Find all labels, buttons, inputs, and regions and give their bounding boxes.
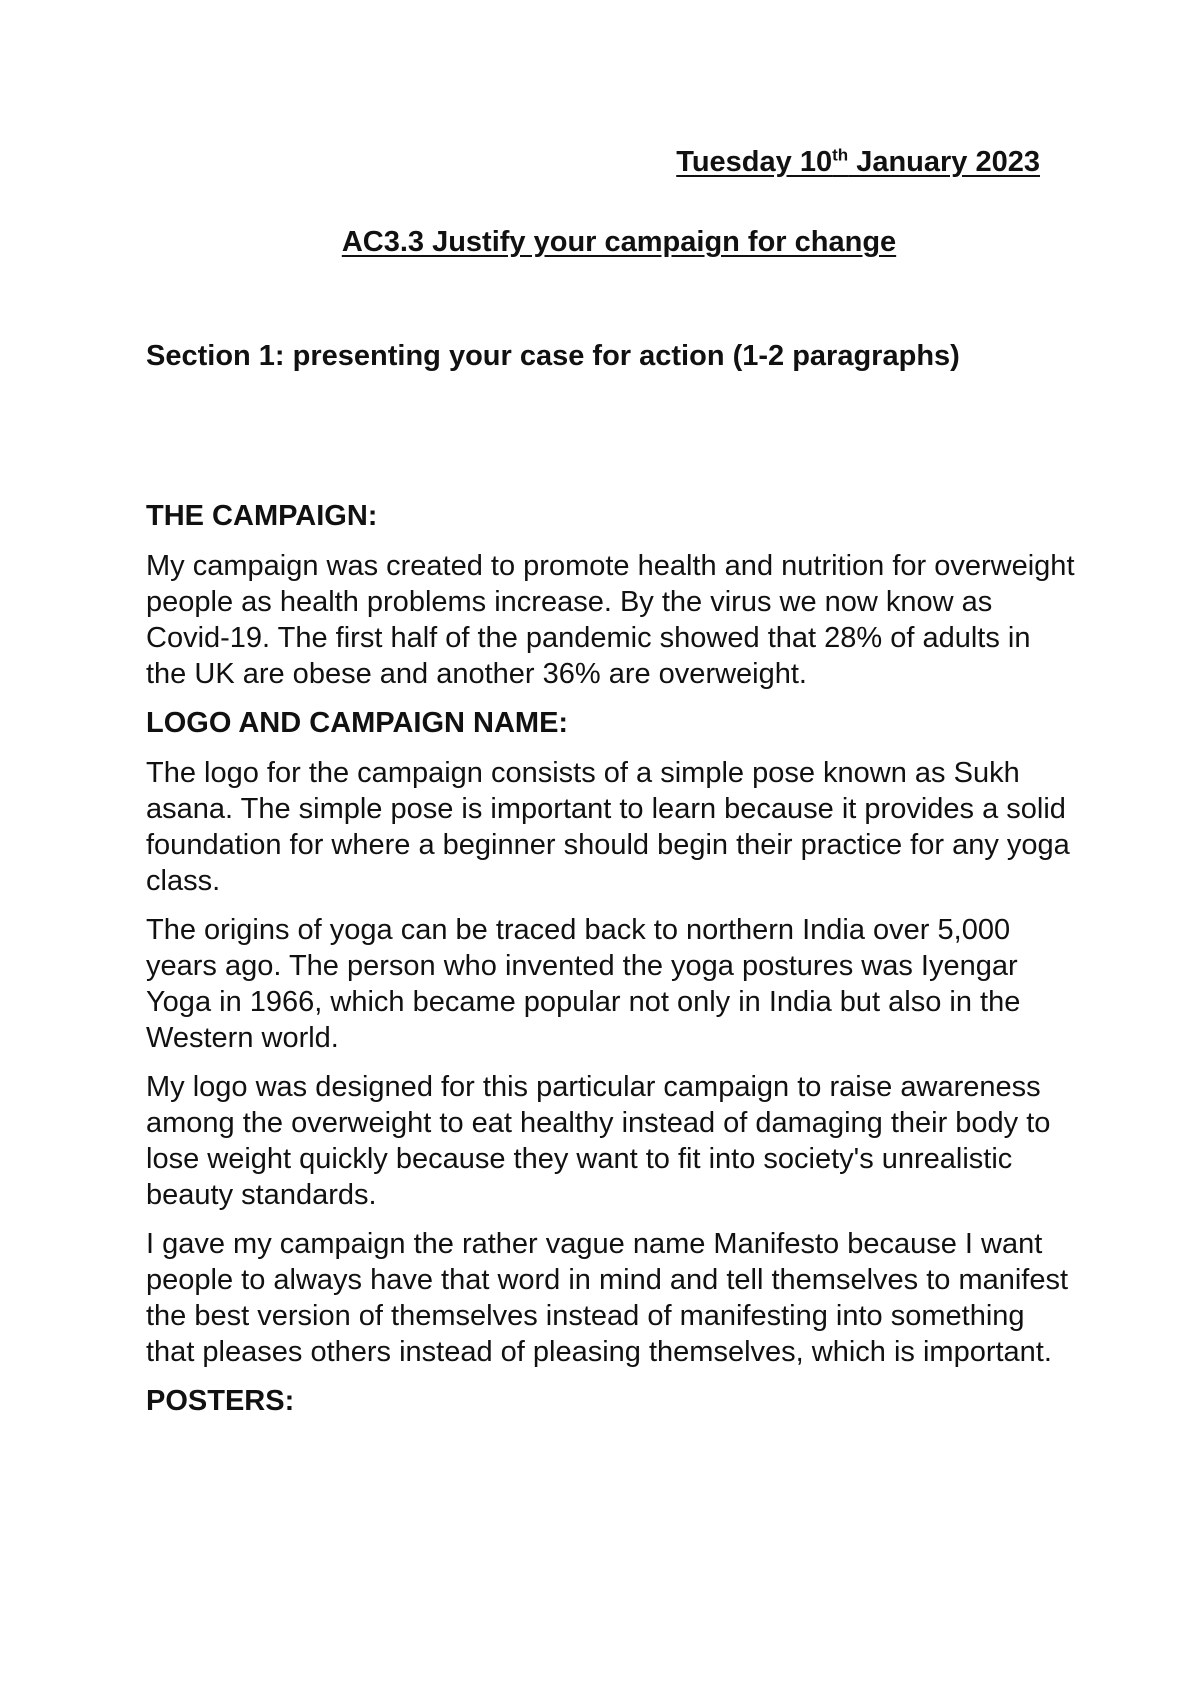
date-day: Tuesday 10 [676,146,833,178]
logo-and-name-heading: LOGO AND CAMPAIGN NAME: [146,707,569,739]
document-body [146,498,1076,1433]
campaign-paragraph: My campaign was created to promote health and nutrition for overweight people as health problems increase. By the virus we now know as Covid-19. The first half of the pandemic showed that 28% of adults in the UK are obese and another 36% are overweight. [146,550,1075,690]
campaign-name-paragraph: I gave my campaign the rather vague name Manifesto because I want people to always have that word in mind and tell themselves to manifest the best version of themselves instead of manifesting into something that pleases others instead of pleasing themselves, which is important. [146,1228,1069,1368]
campaign-heading: THE CAMPAIGN: [146,500,378,532]
yoga-origins-paragraph: The origins of yoga can be traced back to northern India over 5,000 years ago. The person who invented the yoga postures was Iyengar Yoga in 1966, which became popular not only in India but also in the Western world. [146,914,1021,1054]
document-date [676,146,1040,179]
section-heading: Section 1: presenting your case for action (1-2 paragraphs) [146,340,960,372]
posters-heading: POSTERS: [146,1385,295,1417]
logo-paragraph: The logo for the campaign consists of a simple pose known as Sukh asana. The simple pose is important to learn because it provides a solid foundation for where a beginner should begin their practice for any yoga class. [146,757,1070,897]
logo-purpose-paragraph: My logo was designed for this particular campaign to raise awareness among the overweight to eat healthy instead of damaging their body to lose weight quickly because they want to fit into society's unrealistic beauty standards. [146,1071,1051,1211]
date-ordinal-suffix: th [832,145,849,165]
date-month-year: January 2023 [848,146,1040,178]
document-title: AC3.3 Justify your campaign for change [341,226,897,258]
